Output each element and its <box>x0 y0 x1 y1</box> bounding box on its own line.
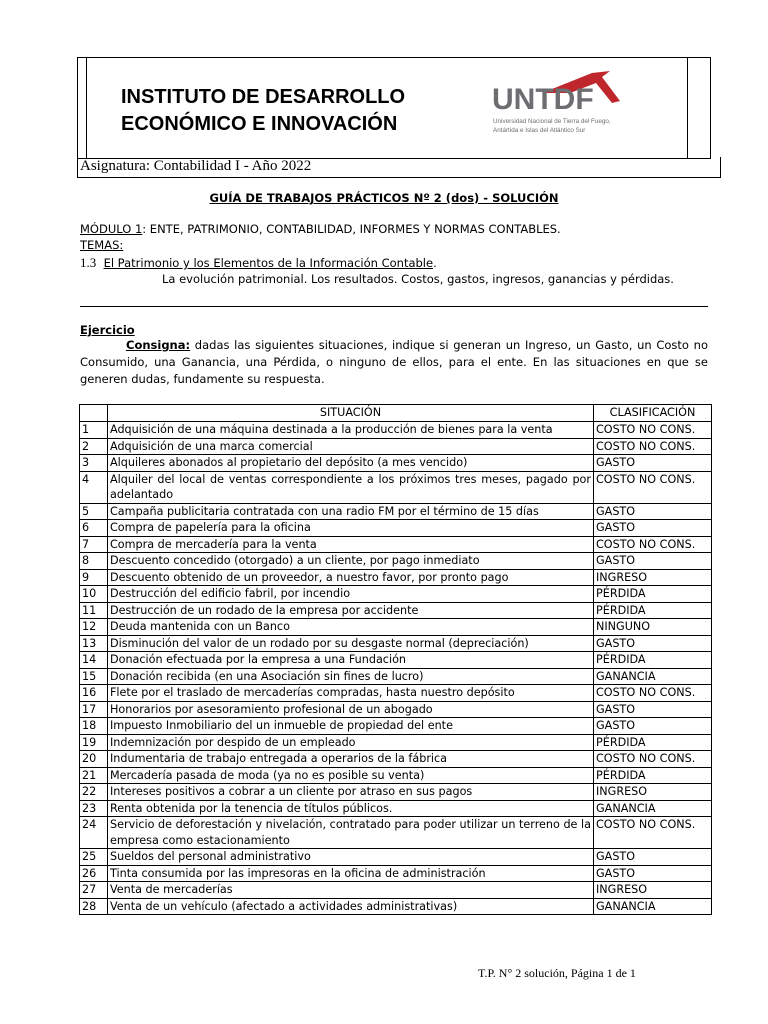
table-row <box>80 602 712 619</box>
institute-title <box>121 84 405 138</box>
row-clasificacion: GASTO <box>594 701 712 718</box>
row-situacion: Compra de mercadería para la venta <box>108 536 594 553</box>
row-situacion: Indemnización por despido de un empleado <box>108 734 594 751</box>
row-situacion: Campaña publicitaria contratada con una radio FM por el término de 15 días <box>108 503 594 520</box>
row-number: 6 <box>80 520 108 537</box>
row-situacion: Servicio de deforestación y nivelación, contratado para poder utilizar un terreno de la empresa como estacionamiento <box>108 817 594 849</box>
row-situacion: Compra de papelería para la oficina <box>108 520 594 537</box>
row-situacion: Destrucción de un rodado de la empresa por accidente <box>108 602 594 619</box>
topic-detail: La evolución patrimonial. Los resultados. Costos, gastos, ingresos, ganancias y pérdidas. <box>162 272 674 286</box>
row-number: 8 <box>80 553 108 570</box>
table-row <box>80 784 712 801</box>
table-row <box>80 553 712 570</box>
table-row <box>80 619 712 636</box>
row-number: 7 <box>80 536 108 553</box>
row-situacion: Descuento concedido (otorgado) a un cliente, por pago inmediato <box>108 553 594 570</box>
temas-label: TEMAS: <box>80 238 124 252</box>
consigna-label: Consigna: <box>126 338 191 352</box>
row-clasificacion: GANANCIA <box>594 800 712 817</box>
untdf-logo <box>492 65 632 145</box>
row-clasificacion: GANANCIA <box>594 668 712 685</box>
row-number: 3 <box>80 455 108 472</box>
row-number: 4 <box>80 471 108 503</box>
table-row <box>80 718 712 735</box>
row-clasificacion: NINGUNO <box>594 619 712 636</box>
guide-title: GUÍA DE TRABAJOS PRÁCTICOS Nº 2 (dos) - SOLUCIÓN <box>209 191 559 205</box>
row-number: 13 <box>80 635 108 652</box>
table-row <box>80 422 712 439</box>
row-clasificacion: INGRESO <box>594 882 712 899</box>
row-clasificacion: COSTO NO CONS. <box>594 422 712 439</box>
table-row <box>80 849 712 866</box>
logo-subtitle-1: Universidad Nacional de Tierra del Fuego, <box>493 118 611 125</box>
row-situacion: Tinta consumida por las impresoras en la oficina de administración <box>108 865 594 882</box>
row-situacion: Flete por el traslado de mercaderías compradas, hasta nuestro depósito <box>108 685 594 702</box>
row-number: 17 <box>80 701 108 718</box>
consigna-text: dadas las siguientes situaciones, indique si generan un Ingreso, un Gasto, un Costo no Consumido, una Ganancia, una Pérdida, o ninguno de ellos, para el ente. En las situaciones en que se generen dudas, fundamente su respuesta. <box>80 338 708 386</box>
row-clasificacion: GASTO <box>594 718 712 735</box>
consigna-paragraph <box>80 337 708 388</box>
row-number: 1 <box>80 422 108 439</box>
row-number: 14 <box>80 652 108 669</box>
header-clasificacion: CLASIFICACIÓN <box>594 405 712 422</box>
topic-number: 1.3 <box>80 255 97 270</box>
row-situacion: Honorarios por asesoramiento profesional de un abogado <box>108 701 594 718</box>
row-situacion: Impuesto Inmobiliario del un inmueble de propiedad del ente <box>108 718 594 735</box>
row-number: 20 <box>80 751 108 768</box>
row-clasificacion: COSTO NO CONS. <box>594 685 712 702</box>
row-number: 21 <box>80 767 108 784</box>
table-row <box>80 685 712 702</box>
row-number: 28 <box>80 898 108 915</box>
row-situacion: Alquileres abonados al propietario del depósito (a mes vencido) <box>108 455 594 472</box>
row-situacion: Alquiler del local de ventas correspondiente a los próximos tres meses, pagado por adelantado <box>108 471 594 503</box>
row-number: 18 <box>80 718 108 735</box>
topic-title: El Patrimonio y los Elementos de la Información Contable <box>103 256 434 270</box>
table-row <box>80 635 712 652</box>
table-header-row <box>80 405 712 422</box>
situations-table <box>79 404 712 915</box>
table-row <box>80 438 712 455</box>
row-clasificacion: GASTO <box>594 455 712 472</box>
row-number: 23 <box>80 800 108 817</box>
row-clasificacion: COSTO NO CONS. <box>594 471 712 503</box>
row-clasificacion: PÉRDIDA <box>594 602 712 619</box>
row-clasificacion: GASTO <box>594 520 712 537</box>
module-text: : ENTE, PATRIMONIO, CONTABILIDAD, INFORMES Y NORMAS CONTABLES. <box>142 222 561 236</box>
table-row <box>80 865 712 882</box>
row-clasificacion: COSTO NO CONS. <box>594 438 712 455</box>
institute-title-line2: ECONÓMICO E INNOVACIÓN <box>121 113 398 135</box>
row-situacion: Destrucción del edificio fabril, por incendio <box>108 586 594 603</box>
row-clasificacion: COSTO NO CONS. <box>594 817 712 849</box>
row-situacion: Donación efectuada por la empresa a una Fundación <box>108 652 594 669</box>
row-clasificacion: GASTO <box>594 865 712 882</box>
module-line <box>80 222 561 236</box>
table-row <box>80 503 712 520</box>
row-situacion: Sueldos del personal administrativo <box>108 849 594 866</box>
header-number <box>80 405 108 422</box>
row-number: 25 <box>80 849 108 866</box>
exercise-heading: Ejercicio <box>80 323 135 337</box>
table-row <box>80 817 712 849</box>
row-number: 12 <box>80 619 108 636</box>
row-number: 22 <box>80 784 108 801</box>
table-row <box>80 701 712 718</box>
row-number: 5 <box>80 503 108 520</box>
row-clasificacion: INGRESO <box>594 569 712 586</box>
row-clasificacion: COSTO NO CONS. <box>594 536 712 553</box>
row-clasificacion: PÉRDIDA <box>594 734 712 751</box>
row-number: 27 <box>80 882 108 899</box>
table-row <box>80 767 712 784</box>
page-footer: T.P. N° 2 solución, Página 1 de 1 <box>478 966 636 980</box>
table-row <box>80 800 712 817</box>
table-row <box>80 586 712 603</box>
row-situacion: Deuda mantenida con un Banco <box>108 619 594 636</box>
row-situacion: Indumentaria de trabajo entregada a operarios de la fábrica <box>108 751 594 768</box>
row-clasificacion: INGRESO <box>594 784 712 801</box>
subject-row <box>77 157 721 178</box>
row-situacion: Mercadería pasada de moda (ya no es posible su venta) <box>108 767 594 784</box>
row-clasificacion: GASTO <box>594 503 712 520</box>
row-situacion: Renta obtenida por la tenencia de títulos públicos. <box>108 800 594 817</box>
row-number: 24 <box>80 817 108 849</box>
row-situacion: Adquisición de una marca comercial <box>108 438 594 455</box>
row-clasificacion: GASTO <box>594 553 712 570</box>
table-row <box>80 520 712 537</box>
row-situacion: Descuento obtenido de un proveedor, a nuestro favor, por pronto pago <box>108 569 594 586</box>
table-row <box>80 734 712 751</box>
institute-title-line1: INSTITUTO DE DESARROLLO <box>121 86 406 108</box>
header-situacion: SITUACIÓN <box>108 405 594 422</box>
topic-line: 1.3 El Patrimonio y los Elementos de la Información Contable. <box>80 255 437 270</box>
table-row <box>80 898 712 915</box>
row-situacion: Venta de un vehículo (afectado a actividades administrativas) <box>108 898 594 915</box>
row-number: 19 <box>80 734 108 751</box>
row-number: 16 <box>80 685 108 702</box>
table-row <box>80 668 712 685</box>
row-situacion: Donación recibida (en una Asociación sin fines de lucro) <box>108 668 594 685</box>
row-clasificacion: PÉRDIDA <box>594 586 712 603</box>
row-clasificacion: GASTO <box>594 635 712 652</box>
table-row <box>80 471 712 503</box>
row-clasificacion: COSTO NO CONS. <box>594 751 712 768</box>
row-situacion: Venta de mercaderías <box>108 882 594 899</box>
row-number: 15 <box>80 668 108 685</box>
row-number: 26 <box>80 865 108 882</box>
table-row <box>80 536 712 553</box>
table-row <box>80 882 712 899</box>
row-clasificacion: PÉRDIDA <box>594 652 712 669</box>
table-row <box>80 569 712 586</box>
module-label: MÓDULO 1 <box>80 222 143 236</box>
subject-label: Asignatura: Contabilidad I - Año 2022 <box>80 158 312 174</box>
row-clasificacion: PÉRDIDA <box>594 767 712 784</box>
table-row <box>80 652 712 669</box>
row-number: 11 <box>80 602 108 619</box>
row-number: 2 <box>80 438 108 455</box>
row-number: 10 <box>80 586 108 603</box>
section-divider <box>80 306 708 307</box>
row-number: 9 <box>80 569 108 586</box>
row-clasificacion: GANANCIA <box>594 898 712 915</box>
row-situacion: Adquisición de una máquina destinada a la producción de bienes para la venta <box>108 422 594 439</box>
logo-text: UNTDF <box>492 83 594 116</box>
row-situacion: Intereses positivos a cobrar a un cliente por atraso en sus pagos <box>108 784 594 801</box>
table-row <box>80 751 712 768</box>
row-clasificacion: GASTO <box>594 849 712 866</box>
row-situacion: Disminución del valor de un rodado por su desgaste normal (depreciación) <box>108 635 594 652</box>
logo-subtitle-2: Antártida e Islas del Atlántico Sur <box>493 127 586 134</box>
table-row <box>80 455 712 472</box>
